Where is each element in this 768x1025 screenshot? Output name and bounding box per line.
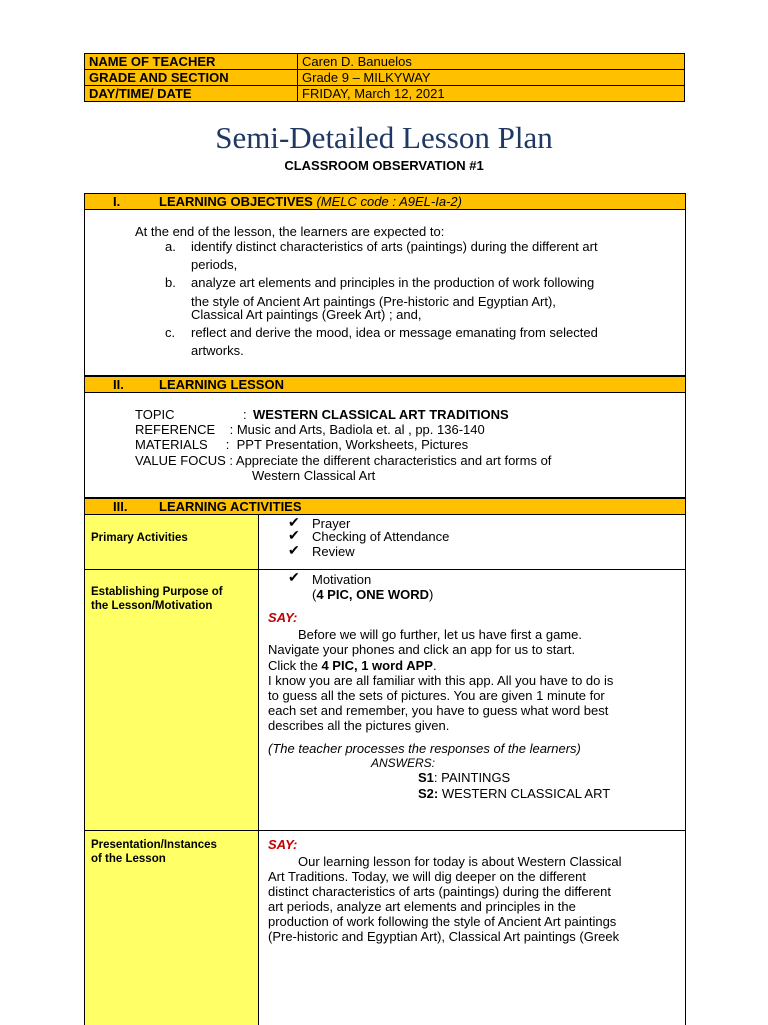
section-number: II. [113,377,124,392]
say-label: SAY: [268,610,298,625]
check-icon: ✔ [288,542,300,558]
script-line: distinct characteristics of arts (paintings) during the different [268,884,611,899]
activity-item: Motivation [312,572,372,587]
document-subtitle: CLASSROOM OBSERVATION #1 [284,158,484,173]
script-line [268,658,437,673]
materials-line: MATERIALS : PPT Presentation, Worksheets, Pictures [135,437,469,452]
check-icon: ✔ [288,569,300,585]
activity-label [85,831,259,1025]
answer-s1 [418,770,510,785]
section-header-lesson [84,376,686,393]
objective-letter: c. [165,325,176,340]
script-line: describes all the pictures given. [268,718,450,733]
activity-label-text: Presentation/Instances [91,839,217,851]
script-text: . [432,658,437,673]
script-line: (Pre-historic and Egyptian Art), Classical Art paintings (Greek [268,929,620,944]
topic-separator: : [243,407,247,422]
activity-item: Checking of Attendance [312,529,450,544]
script-line: to guess all the sets of pictures. You are given 1 minute for [268,688,605,703]
objective-text: periods, [191,257,238,272]
activity-label-text: Primary Activities [91,532,188,544]
script-text: Click the [268,658,322,673]
section-number: I. [113,194,121,209]
section-label: LEARNING ACTIVITIES [159,499,302,514]
value-focus-line: VALUE FOCUS : Appreciate the different characteristics and art forms of [135,453,552,468]
activity-label [85,515,259,570]
answer-s2 [418,786,610,801]
activities-table [84,514,684,1024]
info-value: FRIDAY, March 12, 2021 [298,86,685,102]
document-title: Semi-Detailed Lesson Plan [215,120,553,155]
section-label: LEARNING LESSON [159,377,284,392]
info-label: DAY/TIME/ DATE [85,86,298,102]
topic-value: WESTERN CLASSICAL ART TRADITIONS [253,407,509,422]
activity-row-purpose [84,569,686,831]
grade-row [85,70,685,86]
section-label [159,194,462,209]
objectives-intro: At the end of the lesson, the learners are expected to: [135,224,445,239]
activity-content [260,515,685,570]
section-header-objectives [84,193,686,210]
objective-text: the style of Ancient Art paintings (Pre-historic and Egyptian Art), [191,294,556,309]
script-line: I know you are all familiar with this app. All you have to do is [268,673,614,688]
activity-label-text: of the Lesson [91,853,166,865]
answer-value: : PAINTINGS [433,770,511,785]
info-value: Caren D. Banuelos [298,54,685,70]
section-title: LEARNING OBJECTIVES [159,194,313,209]
section-header-activities [84,498,686,515]
paren-close: ) [429,587,434,602]
activity-content [260,831,685,1025]
answer-key: S2: [418,786,439,801]
check-icon: ✔ [288,527,300,543]
script-line: art periods, analyze art elements and principles in the [268,899,576,914]
teacher-note: (The teacher processes the responses of the learners) [268,741,581,756]
script-line: each set and remember, you have to guess what word best [268,703,609,718]
objective-letter: b. [165,275,176,290]
game-name [312,587,433,602]
script-line: Navigate your phones and click an app for us to start. [268,642,576,657]
app-name: 4 PIC, 1 word APP [321,658,433,673]
script-line: Before we will go further, let us have first a game. [298,627,582,642]
objective-text: artworks. [191,343,244,358]
activity-label-text: the Lesson/Motivation [91,600,213,612]
say-label: SAY: [268,837,298,852]
game-title: 4 PIC, ONE WORD [316,587,430,602]
topic-label: TOPIC [135,407,175,422]
objective-text: analyze art elements and principles in the production of work following [191,275,595,290]
activity-label [85,570,259,831]
objective-letter: a. [165,239,176,254]
paren-open: ( [312,587,317,602]
script-line: production of work following the style of Ancient Art paintings [268,914,617,929]
teacher-row [85,54,685,70]
activity-item: Review [312,544,355,559]
script-line: Art Traditions. Today, we will dig deeper on the different [268,869,586,884]
value-focus-line: Western Classical Art [252,468,376,483]
info-label: NAME OF TEACHER [85,54,298,70]
teacher-info-table [84,53,685,102]
answers-label: ANSWERS: [371,756,436,770]
date-row [85,86,685,102]
section-number: III. [113,499,128,514]
reference-line: REFERENCE : Music and Arts, Badiola et. al , pp. 136-140 [135,422,485,437]
answer-key: S1 [418,770,434,785]
objective-text: reflect and derive the mood, idea or message emanating from selected [191,325,598,340]
objective-text: identify distinct characteristics of arts (paintings) during the different art [191,239,598,254]
activity-row-presentation [84,830,686,1025]
info-value: Grade 9 – MILKYWAY [298,70,685,86]
activity-item: Prayer [312,516,351,531]
answer-value: WESTERN CLASSICAL ART [438,786,611,801]
info-label: GRADE AND SECTION [85,70,298,86]
activity-content [260,570,685,831]
check-icon: ✔ [288,514,300,530]
objective-text: Classical Art paintings (Greek Art) ; and, [191,307,422,322]
melc-code: (MELC code : A9EL-Ia-2) [312,194,462,209]
script-line: Our learning lesson for today is about Western Classical [298,854,622,869]
activity-label-text: Establishing Purpose of [91,586,223,598]
activity-row-primary [84,514,686,570]
